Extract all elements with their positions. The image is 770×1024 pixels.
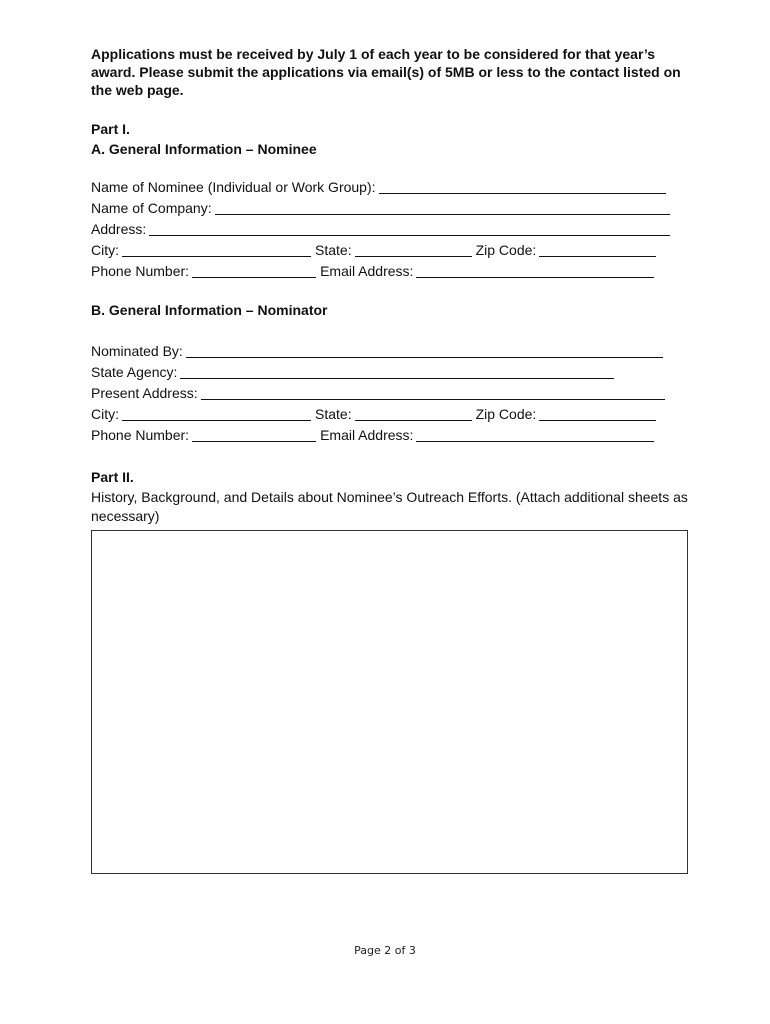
nominator-city-state-zip-row	[91, 404, 656, 424]
nominator-phone-label: Phone Number:	[91, 427, 190, 443]
section-b-heading: B. General Information – Nominator	[91, 302, 328, 318]
part2-title: Part II.	[91, 469, 134, 485]
part2-description: History, Background, and Details about Nominee’s Outreach Efforts. (Attach additional sheets as necessary)	[91, 489, 688, 524]
zip-label: Zip Code:	[475, 242, 537, 258]
nominated-by-row	[91, 341, 663, 361]
state-agency-field[interactable]	[180, 364, 614, 379]
submission-notice: Applications must be received by July 1 of each year to be considered for that year’s award. Please submit the applications via email(s) of 5MB or less to the contact listed on the web page.	[91, 46, 681, 98]
nominator-phone-field[interactable]	[192, 427, 316, 442]
address-field[interactable]	[149, 221, 670, 236]
email-field[interactable]	[416, 263, 654, 278]
nominator-zip-field[interactable]	[539, 406, 656, 421]
city-field[interactable]	[122, 242, 311, 257]
nominee-name-field[interactable]	[379, 179, 666, 194]
zip-field[interactable]	[539, 242, 656, 257]
city-state-zip-row	[91, 240, 656, 260]
nominator-state-field[interactable]	[355, 406, 472, 421]
nominated-by-label: Nominated By:	[91, 343, 183, 359]
company-label: Name of Company:	[91, 200, 212, 216]
present-address-field[interactable]	[201, 385, 665, 400]
present-address-label: Present Address:	[91, 385, 198, 401]
outreach-details-textbox[interactable]	[91, 530, 688, 874]
nominator-city-field[interactable]	[122, 406, 311, 421]
company-row	[91, 198, 670, 218]
phone-email-row	[91, 261, 654, 281]
state-field[interactable]	[355, 242, 472, 257]
nominator-zip-label: Zip Code:	[475, 406, 537, 422]
address-row	[91, 219, 670, 239]
nominee-name-label: Name of Nominee (Individual or Work Group):	[91, 179, 376, 195]
phone-label: Phone Number:	[91, 263, 190, 279]
state-agency-label: State Agency:	[91, 364, 178, 380]
email-label: Email Address:	[320, 263, 414, 279]
state-agency-row	[91, 362, 614, 382]
nominated-by-field[interactable]	[186, 343, 663, 358]
nominee-name-row	[91, 177, 666, 197]
part1-title: Part I.	[91, 121, 130, 137]
phone-field[interactable]	[192, 263, 316, 278]
nominator-email-label: Email Address:	[320, 427, 414, 443]
city-label: City:	[91, 242, 119, 258]
section-a-heading: A. General Information – Nominee	[91, 141, 317, 157]
company-field[interactable]	[215, 200, 670, 215]
nominator-phone-email-row	[91, 425, 654, 445]
state-label: State:	[315, 242, 352, 258]
nominator-state-label: State:	[315, 406, 352, 422]
nominator-city-label: City:	[91, 406, 119, 422]
present-address-row	[91, 383, 665, 403]
page-number: Page 2 of 3	[354, 944, 416, 957]
nominator-email-field[interactable]	[416, 427, 654, 442]
address-label: Address:	[91, 221, 147, 237]
